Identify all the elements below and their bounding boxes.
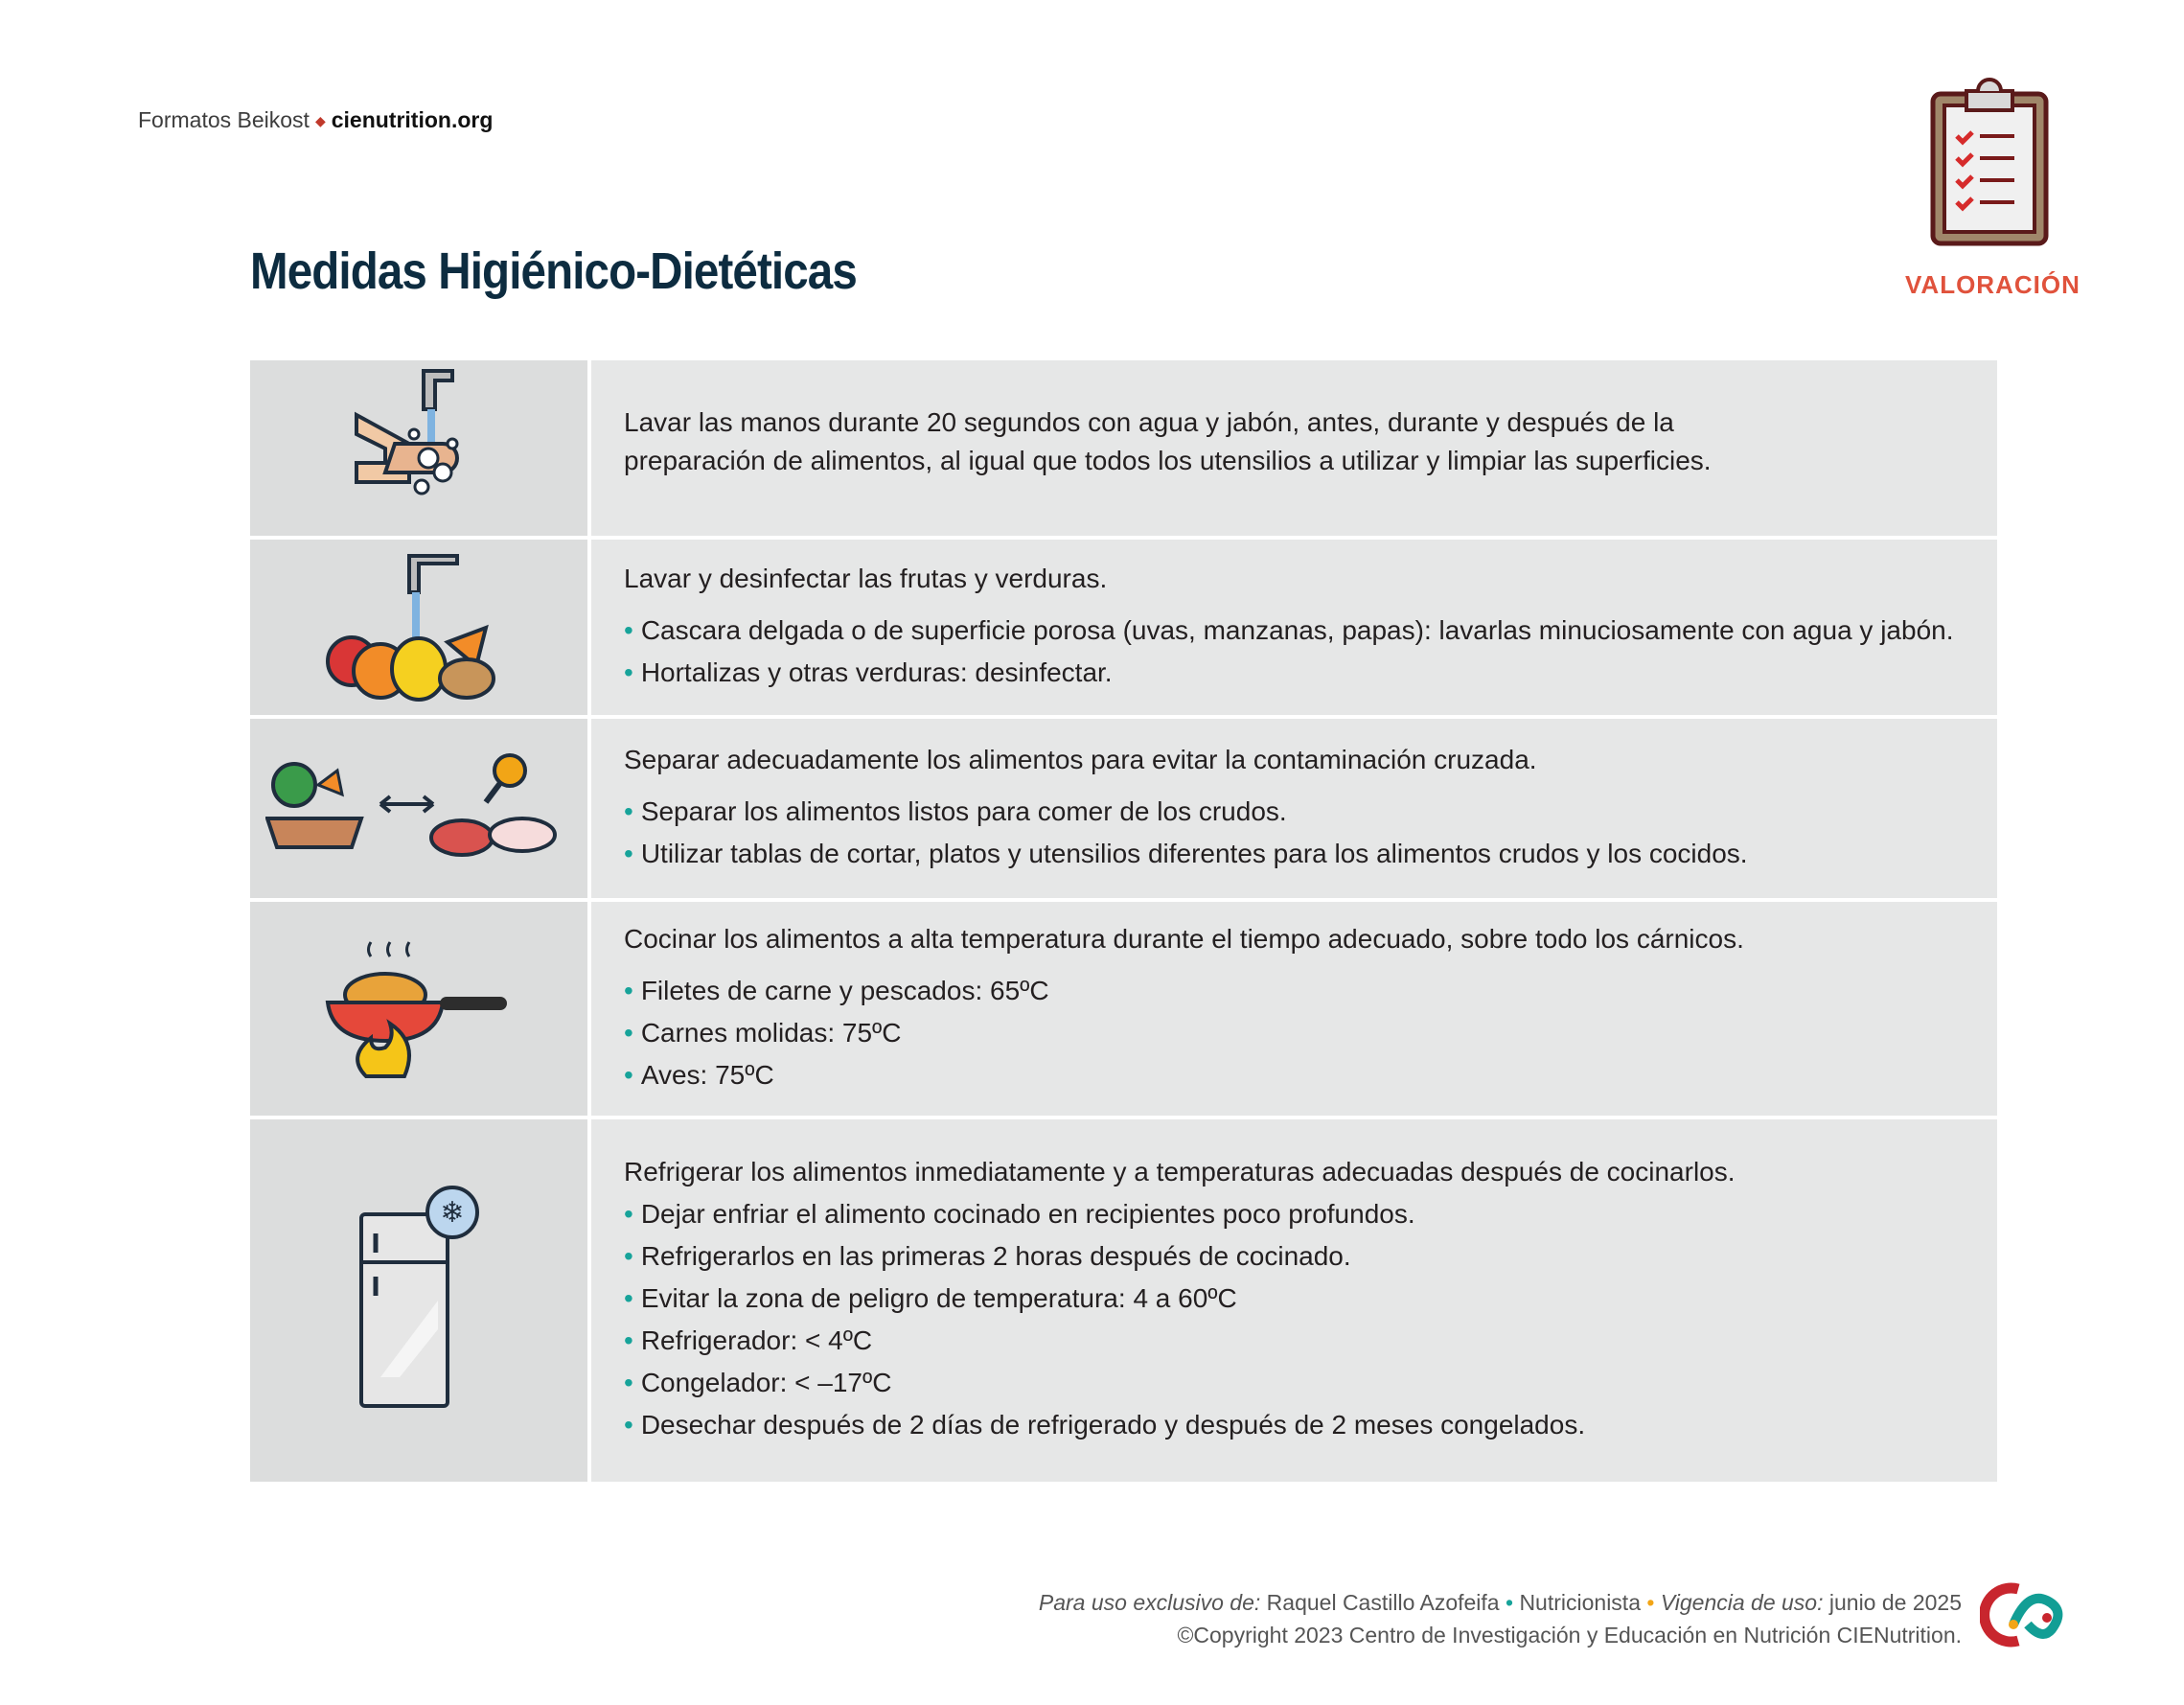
- site-link[interactable]: cienutrition.org: [331, 107, 494, 132]
- list-item: • Hortalizas y otras verduras: desinfectar.: [624, 654, 1965, 692]
- row-text: Separar adecuadamente los alimentos para evitar la contaminación cruzada.: [624, 744, 1537, 774]
- separate-foods-icon: [265, 747, 572, 871]
- cooking-pan-icon: [323, 937, 515, 1081]
- table-row: [250, 902, 1997, 1116]
- row-text: Cocinar los alimentos a alta temperatura durante el tiempo adecuado, sobre todo los cárnicos.: [624, 923, 1744, 954]
- footer: Para uso exclusivo de: Raquel Castillo Azofeifa • Nutricionista • Vigencia de uso: junio de 2025 ©Copyright 2023 Centro de Investigación y Educación en Nutrición CIENutrition.: [1039, 1586, 1962, 1651]
- exclusive-label: Para uso exclusivo de:: [1038, 1590, 1261, 1615]
- brand-name: Formatos Beikost: [138, 107, 310, 132]
- row-text: Refrigerar los alimentos inmediatamente y a temperaturas adecuadas después de cocinarlos.: [624, 1157, 1736, 1187]
- separator-dot: ◆: [314, 113, 326, 129]
- list-item: • Filetes de carne y pescados: 65ºC: [624, 972, 1965, 1010]
- validity-date: junio de 2025: [1828, 1590, 1962, 1615]
- hand-washing-icon: [347, 367, 491, 530]
- clipboard-checklist-icon: [1928, 77, 2051, 249]
- row-text: Lavar y desinfectar las frutas y verduras.: [624, 563, 1108, 593]
- list-item: • Utilizar tablas de cortar, platos y utensilios diferentes para los alimentos crudos y los cocidos.: [624, 835, 1965, 873]
- list-item: • Separar los alimentos listos para comer de los crudos.: [624, 793, 1965, 831]
- table-row: [250, 540, 1997, 715]
- refrigerator-icon: [352, 1186, 486, 1416]
- page-title: Medidas Higiénico-Dietéticas: [250, 242, 857, 300]
- list-item: • Congelador: < –17ºC: [624, 1364, 1965, 1402]
- validity-label: Vigencia de uso:: [1660, 1590, 1824, 1615]
- table-row: [250, 360, 1997, 536]
- list-item: • Refrigerador: < 4ºC: [624, 1322, 1965, 1360]
- table-row: [250, 719, 1997, 898]
- list-item: • Cascara delgada o de superficie porosa (uvas, manzanas, papas): lavarlas minuciosamente con agua y jabón.: [624, 611, 1965, 650]
- bullet-list: [624, 611, 1965, 696]
- row-text: Lavar las manos durante 20 segundos con agua y jabón, antes, durante y después de la preparación de alimentos, al igual que todos los utensilios a utilizar y limpiar las superficies.: [624, 406, 1712, 475]
- washing-produce-icon: [313, 546, 524, 709]
- bullet-list: [624, 972, 1965, 1098]
- measures-table: [250, 360, 1997, 1486]
- copyright: ©Copyright 2023 Centro de Investigación y Educación en Nutrición CIENutrition.: [1177, 1623, 1962, 1647]
- list-item: • Dejar enfriar el alimento cocinado en recipientes poco profundos.: [624, 1195, 1965, 1233]
- list-item: • Desechar después de 2 días de refrigerado y después de 2 meses congelados.: [624, 1406, 1965, 1444]
- cienutrition-logo-icon: [1980, 1581, 2076, 1648]
- section-badge: VALORACIÓN: [1905, 270, 2081, 299]
- list-item: • Carnes molidas: 75ºC: [624, 1014, 1965, 1052]
- list-item: • Refrigerarlos en las primeras 2 horas después de cocinado.: [624, 1237, 1965, 1276]
- table-row: [250, 1119, 1997, 1482]
- header-brand: [138, 107, 493, 133]
- list-item: • Aves: 75ºC: [624, 1056, 1965, 1094]
- snowflake-icon: ❄: [440, 1197, 465, 1229]
- list-item: • Evitar la zona de peligro de temperatura: 4 a 60ºC: [624, 1279, 1965, 1318]
- user-name: Raquel Castillo Azofeifa: [1266, 1590, 1500, 1615]
- bullet-list: [624, 1195, 1965, 1448]
- user-role: Nutricionista: [1519, 1590, 1641, 1615]
- bullet-list: [624, 793, 1965, 877]
